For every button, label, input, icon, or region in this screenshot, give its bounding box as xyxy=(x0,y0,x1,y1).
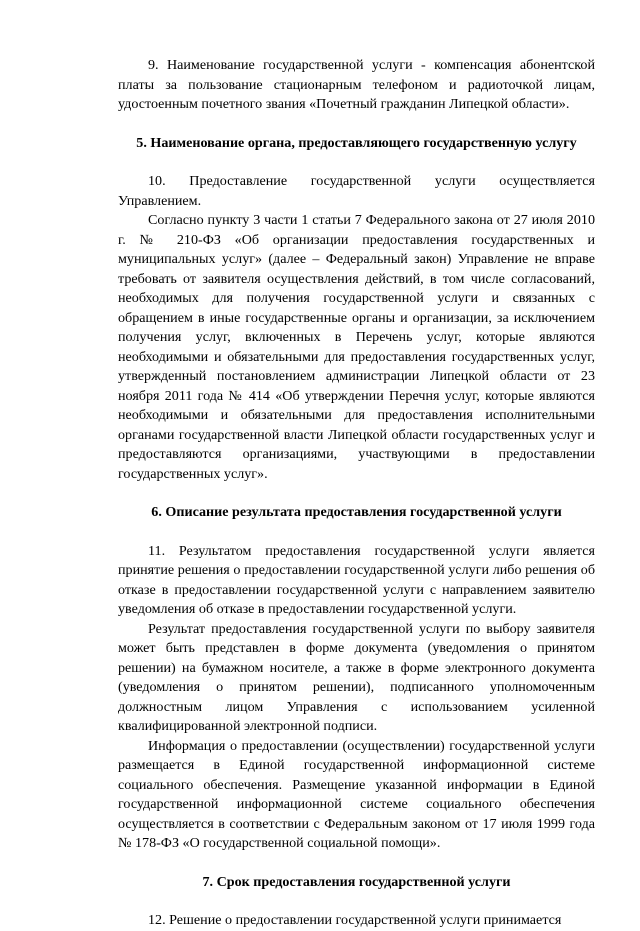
section-heading-6: 6. Описание результата предоставления государственной услуги xyxy=(151,504,562,520)
paragraph-11-result-form: Результат предоставления государственной услуги по выбору заявителя может быть представлен в форме документа (уведомления о принятом решении) на бумажном носителе, а также в форме электронного документа (уведомления о принятом решении), подписанного уполномоченным должностным лицом Управления с использованием усиленной квалифицированной электронной подписи. xyxy=(118,620,595,734)
paragraph-10: 10. Предоставление государственной услуги осуществляется Управлением. xyxy=(118,173,595,209)
paragraph-11: 11. Результатом предоставления государственной услуги является принятие решения о предоставлении государственной услуги либо решения об отказе в предоставлении государственной услуги с направлением заявителю уведомления об отказе в предоставлении государственной услуги. xyxy=(118,542,595,617)
section-heading-5: 5. Наименование органа, предоставляющего государственную услугу xyxy=(136,134,577,151)
paragraph-10-federal-law: Согласно пункту 3 части 1 статьи 7 Федерального закона от 27 июля 2010 г. № 210-ФЗ «Об организации предоставления государственных и муниципальных услуг» (далее – Федеральный закон) Управление не вправе требовать от заявителя осуществления действий, в том числе согласований, необходимых для получения государственной услуги и связанных с обращением в иные государственные органы и организации, за исключением получения услуг, включенных в Перечень услуг, которые являются необходимыми и обязательными для предоставления государственных услуг, утвержденный постановлением администрации Липецкой области от 23 ноября 2011 года № 414 «Об утверждении Перечня услуг, которые являются необходимыми и обязательными для предоставления исполнительными органами государственной власти Липецкой области государственных услуг и предоставляются организациями, участвующими в предоставлении государственных услуг». xyxy=(118,212,595,482)
section-heading-7: 7. Срок предоставления государственной услуги xyxy=(202,873,511,890)
paragraph-12: 12. Решение о предоставлении государственной услуги принимается xyxy=(148,912,562,928)
paragraph-9: 9. Наименование государственной услуги - компенсация абонентской платы за пользование стационарным телефоном и радиоточкой лицам, удостоенным почетного звания «Почетный гражданин Липецкой области». xyxy=(118,57,595,112)
paragraph-11-information: Информация о предоставлении (осуществлении) государственной услуги размещается в Единой государственной информационной системе социального обеспечения. Размещение указанной информации в Единой государственной информационной системе социального обеспечения осуществляется в соответствии с Федеральным законом от 17 июля 1999 года № 178-ФЗ «О государственной социальной помощи». xyxy=(118,737,595,851)
document-page xyxy=(118,56,595,931)
